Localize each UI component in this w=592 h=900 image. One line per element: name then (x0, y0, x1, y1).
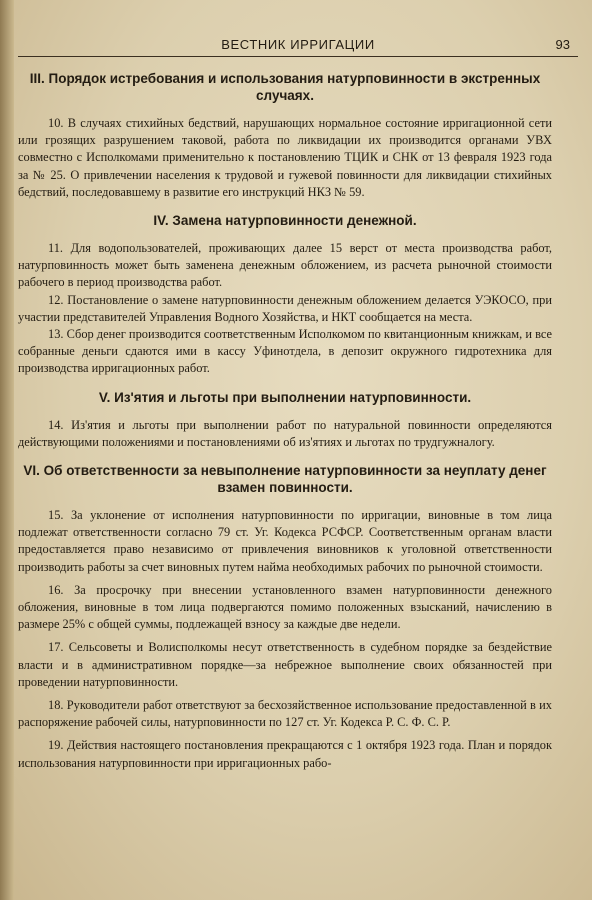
paragraph-15: 15. За уклонение от исполнения натурповинности по ирригации, виновные в том лица подлежат ответственности согласно 79 ст. Уг. Кодекса РСФСР. Соответственным органам власти предоставляется право независимо от привлечения виновников к уголовной ответственности производить работы за счет виновных путем найма необходимых рабочих по рыночной стоимости. (18, 508, 552, 574)
page-left-edge (0, 0, 14, 900)
section-heading-v: V. Из'ятия и льготы при выполнении натурповинности. (98, 389, 472, 405)
paragraph-10: 10. В случаях стихийных бедствий, нарушающих нормальное состояние ирригационной сети или грозящих разрушением таковой, работа по ликвидации их производится органами УВХ совместно с Исполкомами применительно к постановлению ТЦИК и СНК от 13 февраля 1923 года за № 25. О привлечении населения к трудовой и гужевой повинности для ликвидации стихийных бедствий, последовавшему в развитие его инструкций НКЗ № 59. (18, 116, 552, 199)
running-title: ВЕСТНИК ИРРИГАЦИИ (221, 37, 375, 52)
page-header (18, 34, 578, 57)
paragraph-19: 19. Действия настоящего постановления прекращаются с 1 октября 1923 года. План и порядок использования натурповинности при ирригационных рабо- (18, 738, 552, 770)
page-number: 93 (555, 37, 570, 52)
paragraph-14: 14. Из'ятия и льготы при выполнении работ по натуральной повинности определяются действующими положениями и постановлениями об из'ятиях и льготах по трудгужналогу. (18, 417, 552, 449)
page-content (18, 66, 552, 772)
paragraph-18: 18. Руководители работ ответствуют за бесхозяйственное использование предоставленной в их распоряжение рабочей силы, натурповинности по 127 ст. Уг. Кодекса Р. С. Ф. С. Р. (18, 698, 552, 730)
paragraph-12: 12. Постановление о замене натурповинности денежным обложением делается УЭКОСО, при участии представителей Управления Водного Хозяйства, и НКТ сообщается на места. (18, 292, 552, 324)
section-heading-vi: VI. Об ответственности за невыполнение натурповинности за неуплату денег взамен повинности. (23, 463, 547, 496)
paragraph-16: 16. За просрочку при внесении установленного взамен натурповинности денежного обложения, виновные в том лица подвергаются помимо положенных взысканий, начислению в размере 25% с общей суммы, подлежащей взносу за каждые две недели. (18, 582, 552, 632)
section-heading-iii: III. Порядок истребования и использования натурповинности в экстренных случаях. (29, 71, 541, 103)
paragraph-17: 17. Сельсоветы и Волисполкомы несут ответственность в судебном порядке за бездействие власти и в административном порядке—за небрежное выполнение своих обязанностей при проведении натурповинности. (18, 640, 552, 689)
section-heading-iv: IV. Замена натурповинности денежной. (153, 213, 417, 229)
paragraph-11: 11. Для водопользователей, проживающих далее 15 верст от места производства работ, натурповинность может быть заменена денежным обложением, из расчета рыночной стоимости рабочего в период производства работ. (18, 241, 552, 290)
paragraph-13: 13. Сбор денег производится соответственным Исполкомом по квитанционным книжкам, и все собранные деньги сдаются ими в кассу Уфинотдела, в депозит окружного гидротехника для производства ирригационных работ. (18, 327, 552, 376)
